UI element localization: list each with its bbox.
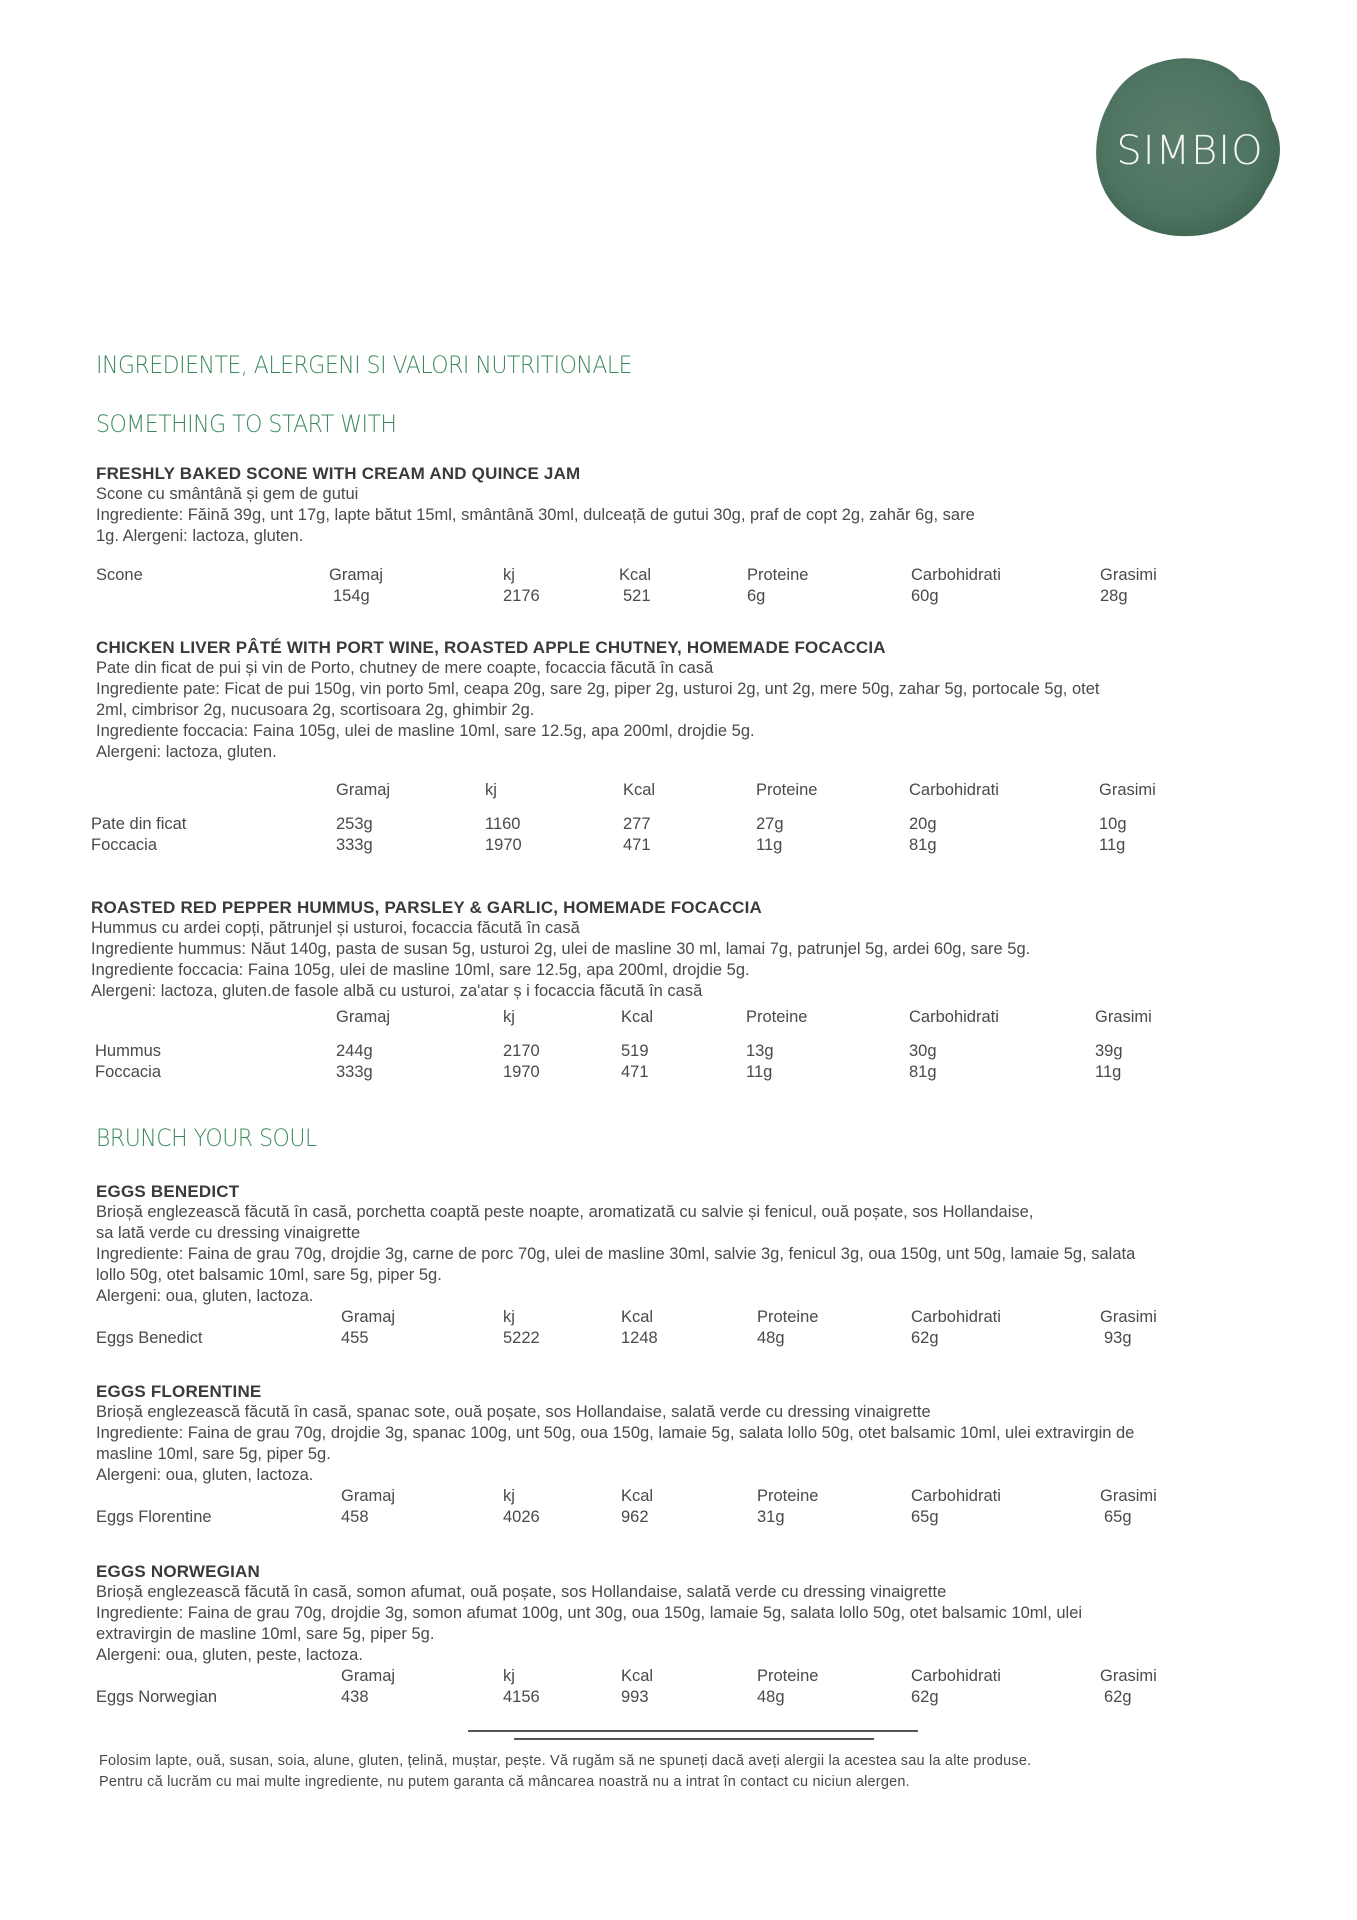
value-kcal: 521 xyxy=(623,587,651,605)
nutrition-table xyxy=(96,1486,1296,1528)
row-label: Eggs Norwegian xyxy=(96,1688,218,1706)
column-header: Gramaj xyxy=(341,1487,396,1505)
dish-eggs-florentine xyxy=(96,1381,1296,1528)
value-grasimi: 65g xyxy=(1104,1508,1132,1526)
column-header: Grasimi xyxy=(1095,1008,1152,1026)
nutrition-table xyxy=(96,1666,1296,1708)
table-row xyxy=(96,1507,1296,1528)
value-kj: 2170 xyxy=(503,1042,540,1060)
column-header: kj xyxy=(503,1308,515,1326)
dish-allergens: Alergeni: oua, gluten, peste, lactoza. xyxy=(96,1646,363,1664)
value-grasimi: 11g xyxy=(1099,836,1126,854)
column-header: Carbohidrati xyxy=(911,1667,1001,1685)
column-header: Proteine xyxy=(757,1487,819,1505)
page-title: INGREDIENTE, ALERGENI SI VALORI NUTRITIONALE xyxy=(96,352,633,380)
value-proteine: 27g xyxy=(756,815,784,833)
value-grasimi: 62g xyxy=(1104,1688,1132,1706)
column-header: kj xyxy=(485,781,497,799)
column-header: kj xyxy=(503,1008,515,1026)
value-kcal: 993 xyxy=(621,1688,649,1706)
value-kj: 4156 xyxy=(503,1688,540,1706)
value-kcal: 962 xyxy=(621,1508,649,1526)
column-header: Grasimi xyxy=(1100,1308,1157,1326)
column-header: Carbohidrati xyxy=(909,781,999,799)
dish-allergens: Alergeni: oua, gluten, lactoza. xyxy=(96,1466,314,1484)
value-gramaj: 455 xyxy=(341,1329,369,1347)
column-header: kj xyxy=(503,1487,515,1505)
dish-description: Pate din ficat de pui și vin de Porto, chutney de mere coapte, focaccia făcută în casă xyxy=(96,659,714,677)
value-kcal: 519 xyxy=(621,1042,649,1060)
column-header: Kcal xyxy=(621,1308,654,1326)
column-header: Gramaj xyxy=(341,1308,396,1326)
row-label: Eggs Florentine xyxy=(96,1508,212,1526)
value-carbohidrati: 20g xyxy=(909,815,937,833)
column-header: Gramaj xyxy=(341,1667,396,1685)
dish-ingredients: Ingrediente foccacia: Faina 105g, ulei de masline 10ml, sare 12.5g, apa 200ml, drojdie 5g. xyxy=(96,722,755,740)
column-header: Kcal xyxy=(621,1487,654,1505)
allergen-footnote xyxy=(99,1751,1319,1793)
value-kj: 2176 xyxy=(503,587,540,605)
dish-allergens: Alergeni: oua, gluten, lactoza. xyxy=(96,1287,314,1305)
value-gramaj: 333g xyxy=(336,836,373,854)
column-header: Gramaj xyxy=(336,1008,391,1026)
footnote-line: Folosim lapte, ouă, susan, soia, alune, gluten, țelină, muștar, pește. Vă rugăm să ne spuneți dacă aveți alergii la acestea sau la alte produse. xyxy=(99,1753,1032,1769)
column-header: kj xyxy=(503,1667,515,1685)
value-gramaj: 458 xyxy=(341,1508,369,1526)
dish-ingredients: Ingrediente hummus: Năut 140g, pasta de susan 5g, usturoi 2g, ulei de masline 30 ml, lamai 7g, patrunjel 5g, ardei 60g, sare 5g. xyxy=(91,940,1031,958)
table-header-row xyxy=(96,1666,1296,1687)
value-gramaj: 244g xyxy=(336,1042,373,1060)
value-carbohidrati: 81g xyxy=(909,1063,937,1081)
value-carbohidrati: 30g xyxy=(909,1042,937,1060)
table-row xyxy=(95,1041,1295,1062)
dish-chicken-liver-pate xyxy=(96,637,1296,763)
column-header: Gramaj xyxy=(336,781,391,799)
value-carbohidrati: 60g xyxy=(911,587,939,605)
dish-ingredients: Ingrediente: Faina de grau 70g, drojdie 3g, somon afumat 100g, unt 30g, oua 150g, lamaie 5g, salata lollo 50g, otet balsamic 10ml, ulei xyxy=(96,1604,1083,1622)
table-row xyxy=(96,1687,1296,1708)
column-header: Kcal xyxy=(619,566,652,584)
column-header: Kcal xyxy=(621,1667,654,1685)
table-row xyxy=(91,814,1291,835)
dish-eggs-benedict xyxy=(96,1181,1296,1349)
nutrition-table xyxy=(96,1307,1296,1349)
value-gramaj: 154g xyxy=(333,587,370,605)
column-header: Kcal xyxy=(623,781,656,799)
dish-ingredients: Ingrediente pate: Ficat de pui 150g, vin porto 5ml, ceapa 20g, sare 2g, piper 2g, usturoi 2g, unt 2g, mere 50g, zahar 5g, portocale 5g, otet xyxy=(96,680,1100,698)
column-header: Gramaj xyxy=(329,566,384,584)
dish-description: Brioșă englezească făcută în casă, spanac sote, ouă poșate, sos Hollandaise, salată verde cu dressing vinaigrette xyxy=(96,1403,931,1421)
dish-ingredients: masline 10ml, sare 5g, piper 5g. xyxy=(96,1445,331,1463)
table-header-row xyxy=(95,1007,1295,1028)
column-header: Proteine xyxy=(756,781,818,799)
column-header: Grasimi xyxy=(1100,1487,1157,1505)
table-header-row xyxy=(91,780,1291,801)
value-proteine: 11g xyxy=(756,836,783,854)
divider-line xyxy=(514,1738,874,1740)
simbio-logo xyxy=(1090,50,1290,240)
nutrition-table xyxy=(91,780,1291,856)
value-carbohidrati: 62g xyxy=(911,1688,939,1706)
value-proteine: 13g xyxy=(746,1042,774,1060)
value-kcal: 471 xyxy=(621,1063,649,1081)
dish-description: sa lată verde cu dressing vinaigrette xyxy=(96,1224,361,1242)
value-grasimi: 28g xyxy=(1100,587,1128,605)
dish-ingredients: lollo 50g, otet balsamic 10ml, sare 5g, piper 5g. xyxy=(96,1266,442,1284)
column-header: Carbohidrati xyxy=(911,566,1001,584)
row-label: Foccacia xyxy=(95,1063,162,1081)
column-header: Grasimi xyxy=(1100,1667,1157,1685)
row-label: Foccacia xyxy=(91,836,158,854)
dish-scone xyxy=(96,463,1296,607)
dish-ingredients: 2ml, cimbrisor 2g, nucusoara 2g, scortisoara 2g, ghimbir 2g. xyxy=(96,701,535,719)
value-kcal: 471 xyxy=(623,836,651,854)
value-kj: 1160 xyxy=(485,815,521,833)
table-row xyxy=(91,835,1291,856)
dish-allergens: 1g. Alergeni: lactoza, gluten. xyxy=(96,527,304,545)
column-header: Proteine xyxy=(757,1667,819,1685)
table-row xyxy=(96,1328,1296,1349)
column-header: Proteine xyxy=(757,1308,819,1326)
table-row xyxy=(95,1062,1295,1083)
value-grasimi: 39g xyxy=(1095,1042,1123,1060)
dish-eggs-norwegian xyxy=(96,1561,1296,1708)
table-header-row xyxy=(96,565,1296,586)
dish-title: ROASTED RED PEPPER HUMMUS, PARSLEY & GARLIC, HOMEMADE FOCACCIA xyxy=(91,898,763,917)
dish-description: Brioșă englezească făcută în casă, somon afumat, ouă poșate, sos Hollandaise, salată verde cu dressing vinaigrette xyxy=(96,1583,947,1601)
value-gramaj: 253g xyxy=(336,815,373,833)
dish-title: EGGS FLORENTINE xyxy=(96,1382,262,1401)
value-proteine: 11g xyxy=(746,1063,773,1081)
dish-description: Hummus cu ardei copți, pătrunjel și usturoi, focaccia făcută în casă xyxy=(91,919,580,937)
column-header: Grasimi xyxy=(1099,781,1156,799)
dish-ingredients: extravirgin de masline 10ml, sare 5g, piper 5g. xyxy=(96,1625,435,1643)
column-header: Carbohidrati xyxy=(911,1308,1001,1326)
footnote-line: Pentru că lucrăm cu mai multe ingrediente, nu putem garanta că mâncarea noastră nu a intrat în contact cu niciun alergen. xyxy=(99,1774,910,1790)
value-grasimi: 10g xyxy=(1099,815,1127,833)
row-label: Pate din ficat xyxy=(91,815,187,833)
column-header: Carbohidrati xyxy=(909,1008,999,1026)
column-header: Proteine xyxy=(747,566,809,584)
table-row xyxy=(96,586,1296,607)
value-kj: 1970 xyxy=(485,836,522,854)
value-carbohidrati: 62g xyxy=(911,1329,939,1347)
dish-hummus xyxy=(91,897,1291,1002)
value-proteine: 31g xyxy=(757,1508,785,1526)
value-grasimi: 93g xyxy=(1104,1329,1132,1347)
row-label: Eggs Benedict xyxy=(96,1329,203,1347)
dish-ingredients: Ingrediente: Faina de grau 70g, drojdie 3g, carne de porc 70g, ulei de masline 30ml, salvie 3g, fenicul 3g, oua 150g, unt 50g, lamaie 5g, salata xyxy=(96,1245,1136,1263)
column-header: kj xyxy=(503,566,515,584)
dish-title: EGGS BENEDICT xyxy=(96,1182,240,1201)
brand-name: SIMBIO xyxy=(1116,128,1264,174)
column-header: Carbohidrati xyxy=(911,1487,1001,1505)
dish-title: CHICKEN LIVER PÂTÉ WITH PORT WINE, ROASTED APPLE CHUTNEY, HOMEMADE FOCACCIA xyxy=(96,638,886,657)
value-proteine: 6g xyxy=(747,587,766,605)
column-header: Grasimi xyxy=(1100,566,1157,584)
value-kcal: 277 xyxy=(623,815,651,833)
value-kj: 1970 xyxy=(503,1063,540,1081)
value-kj: 4026 xyxy=(503,1508,540,1526)
divider-line xyxy=(468,1730,918,1732)
value-proteine: 48g xyxy=(757,1688,785,1706)
dish-description: Scone cu smântână și gem de gutui xyxy=(96,485,359,503)
dish-ingredients: Ingrediente: Faina de grau 70g, drojdie 3g, spanac 100g, unt 50g, oua 150g, lamaie 5g, salata lollo 50g, otet balsamic 10ml, ulei extravirgin de xyxy=(96,1424,1135,1442)
value-kcal: 1248 xyxy=(621,1329,658,1347)
value-carbohidrati: 65g xyxy=(911,1508,939,1526)
dish-title: FRESHLY BAKED SCONE WITH CREAM AND QUINCE JAM xyxy=(96,464,581,483)
dish-description: Brioșă englezească făcută în casă, porchetta coaptă peste noapte, aromatizată cu salvie și fenicul, ouă poșate, sos Hollandaise, xyxy=(96,1203,1034,1221)
nutrition-table xyxy=(96,565,1296,607)
table-header-row xyxy=(96,1486,1296,1507)
column-header: Kcal xyxy=(621,1008,654,1026)
dish-ingredients: Ingrediente foccacia: Faina 105g, ulei de masline 10ml, sare 12.5g, apa 200ml, drojdie 5g. xyxy=(91,961,750,979)
value-gramaj: 438 xyxy=(341,1688,369,1706)
section-title: BRUNCH YOUR SOUL xyxy=(96,1125,317,1153)
value-proteine: 48g xyxy=(757,1329,785,1347)
table-header-row xyxy=(96,1307,1296,1328)
dish-title: EGGS NORWEGIAN xyxy=(96,1562,261,1581)
dish-ingredients: Ingrediente: Făină 39g, unt 17g, lapte bătut 15ml, smântână 30ml, dulceață de gutui 30g, praf de copt 2g, zahăr 6g, sare xyxy=(96,506,975,524)
value-kj: 5222 xyxy=(503,1329,540,1347)
row-label: Hummus xyxy=(95,1042,162,1060)
column-header: Proteine xyxy=(746,1008,808,1026)
section-title: SOMETHING TO START WITH xyxy=(96,411,397,439)
dish-allergens: Alergeni: lactoza, gluten.de fasole albă cu usturoi, za'atar ș i focaccia făcută în casă xyxy=(91,982,703,1000)
value-grasimi: 11g xyxy=(1095,1063,1122,1081)
nutrition-table xyxy=(95,1007,1295,1083)
value-carbohidrati: 81g xyxy=(909,836,937,854)
dish-allergens: Alergeni: lactoza, gluten. xyxy=(96,743,277,761)
value-gramaj: 333g xyxy=(336,1063,373,1081)
row-label: Scone xyxy=(96,566,143,584)
